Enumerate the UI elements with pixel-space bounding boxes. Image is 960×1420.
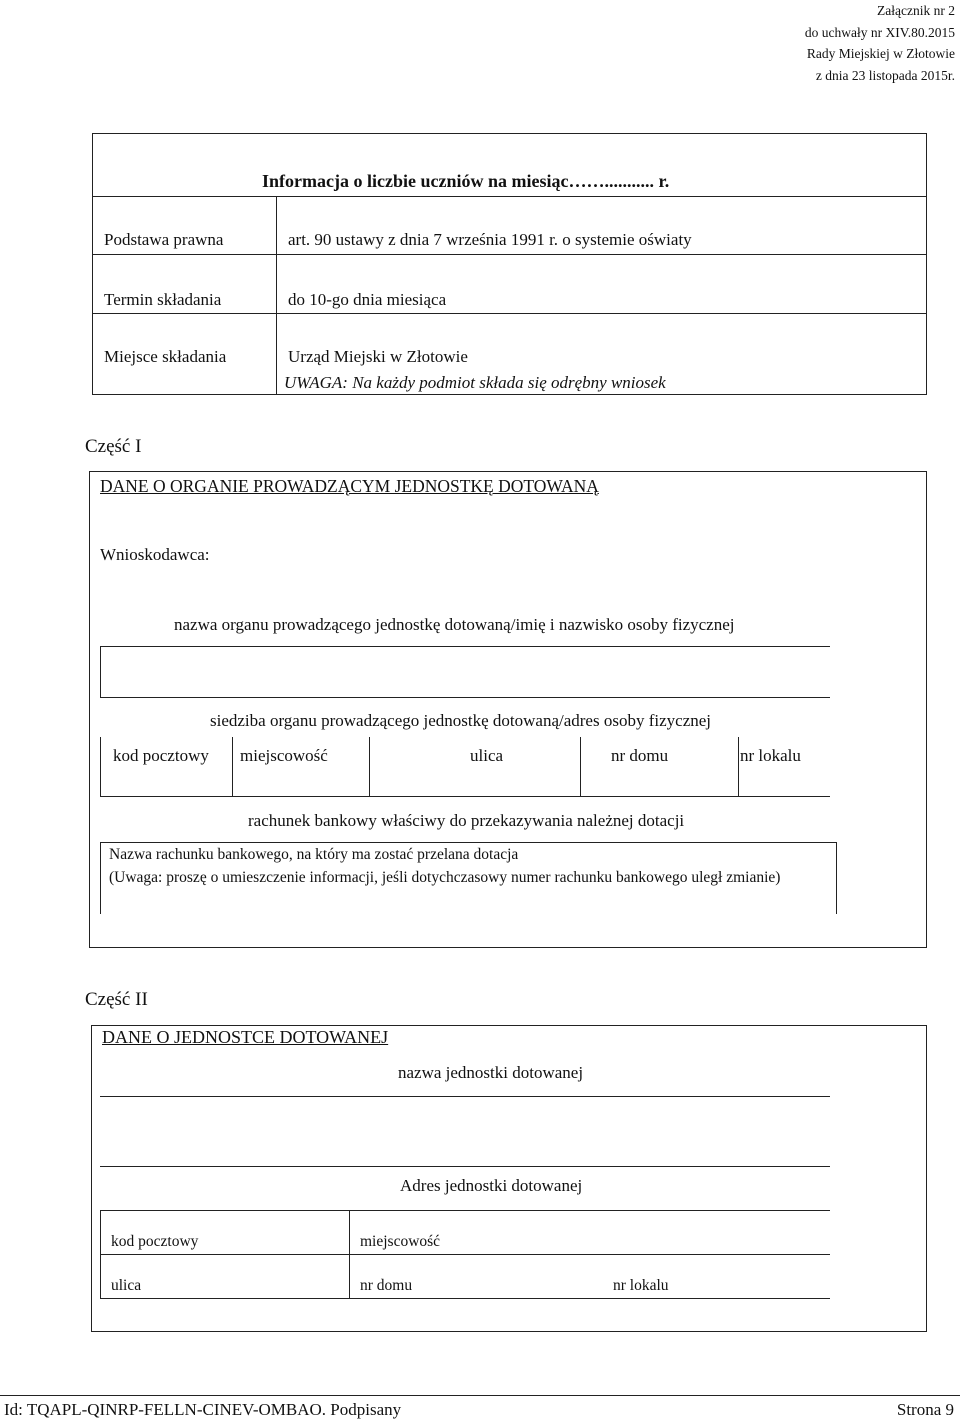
house-number-label: nr domu [611,746,669,765]
bank-right [836,842,837,914]
info-title: Informacja o liczbie uczniów na miesiąc……........... r. [262,171,670,191]
street-label: ulica [470,746,504,765]
info-column-divider [276,196,277,395]
page-number: Strona 9 [896,1400,954,1419]
applicant-label: Wnioskodawca: [100,545,210,564]
resolution-date: z dnia 23 listopada 2015r. [815,67,955,83]
attachment-number: Załącznik nr 2 [877,3,955,18]
house-number-field[interactable] [581,768,737,795]
attachment-header [555,0,955,86]
place-label: Miejsce składania [104,347,227,366]
city-label: miejscowość [240,746,328,765]
unit-postal-field[interactable] [101,1211,348,1231]
legal-basis-value: art. 90 ustawy z dnia 7 września 1991 r. o systemie oświaty [288,230,692,249]
unit-house-field[interactable] [350,1255,600,1275]
unit-city-field[interactable] [350,1211,829,1231]
place-value: Urząd Miejski w Złotowie [288,347,468,366]
footer-rule [0,1395,960,1396]
organ-name-field[interactable] [101,647,829,696]
bank-label: rachunek bankowy właściwy do przekazywania należnej dotacji [248,811,685,830]
address-bottom [100,796,830,797]
unit-flat-field[interactable] [602,1255,829,1275]
info-note: UWAGA: Na każdy podmiot składa się odrębny wniosek [284,373,666,392]
legal-basis-label: Podstawa prawna [104,230,224,249]
part2-heading: Część II [85,989,148,1010]
unit-city-label: miejscowość [360,1233,441,1250]
bank-top [100,842,836,843]
part2-title: DANE O JEDNOSTCE DOTOWANEJ [102,1027,389,1047]
street-field[interactable] [370,768,579,795]
info-divider-3 [92,313,927,314]
unit-house-label: nr domu [360,1277,413,1294]
unit-address-bottom [100,1298,830,1299]
flat-number-label: nr lokalu [740,746,801,765]
unit-street-field[interactable] [101,1255,348,1275]
council-name: Rady Miejskiej w Złotowie [806,46,955,61]
postal-code-field[interactable] [101,768,231,795]
part1-heading: Część I [85,436,142,457]
unit-street-label: ulica [111,1277,142,1294]
unit-name-field[interactable] [101,1097,829,1165]
unit-flat-label: nr lokalu [613,1277,669,1294]
part1-title: DANE O ORGANIE PROWADZĄCYM JEDNOSTKĘ DOTOWANĄ [100,476,599,496]
document-id: Id: TQAPL-QINRP-FELLN-CINEV-OMBAO. Podpisany [4,1400,402,1419]
city-field[interactable] [233,768,368,795]
seat-label: siedziba organu prowadzącego jednostkę dotowaną/adres osoby fizycznej [210,711,712,730]
bank-left [100,842,101,914]
bank-name-label: Nazwa rachunku bankowego, na który ma zostać przelana dotacja [109,846,519,863]
organ-name-label: nazwa organu prowadzącego jednostkę dotowaną/imię i nazwisko osoby fizycznej [174,615,735,634]
deadline-label: Termin składania [104,290,222,309]
info-divider-2 [92,254,927,255]
deadline-value: do 10-go dnia miesiąca [288,290,447,309]
postal-code-label: kod pocztowy [113,746,209,765]
info-divider-1 [92,196,927,197]
flat-number-field[interactable] [739,768,829,795]
unit-address-label: Adres jednostki dotowanej [400,1176,583,1195]
resolution-number: do uchwały nr XIV.80.2015 [804,24,955,40]
organ-name-bottom [100,697,830,698]
unit-name-label: nazwa jednostki dotowanej [398,1063,584,1082]
bank-note: (Uwaga: proszę o umieszczenie informacji, jeśli dotychczasowy numer rachunku bankowego uległ zmianie) [109,869,781,886]
unit-postal-label: kod pocztowy [111,1233,199,1250]
unit-name-bottom [100,1166,830,1167]
